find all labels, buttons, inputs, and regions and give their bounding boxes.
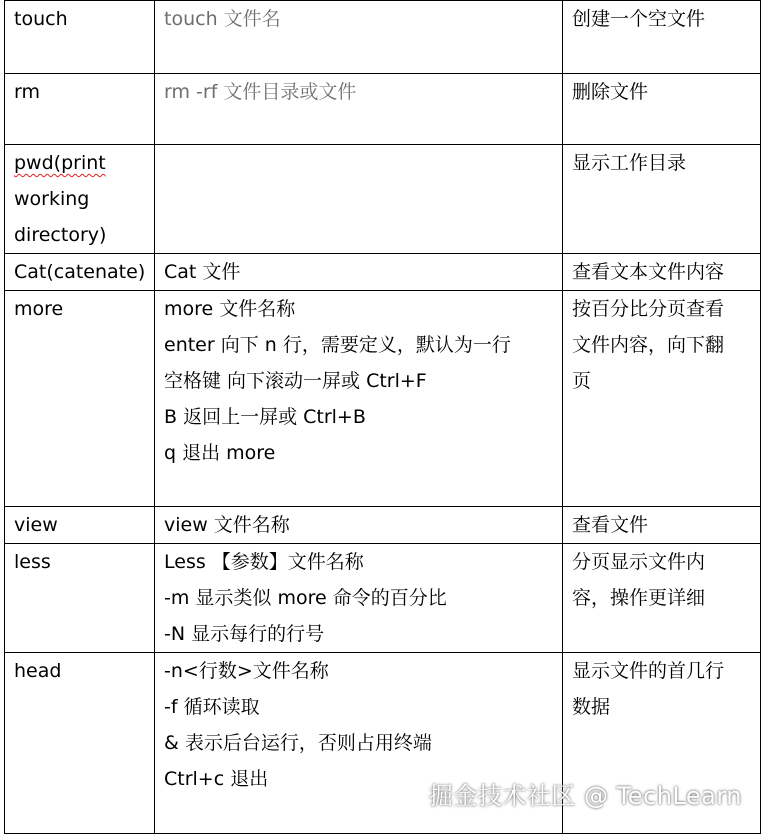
description-cell: 按百分比分页查看 文件内容，向下翻 页 (563, 291, 761, 507)
description-cell: 分页显示文件内 容，操作更详细 (563, 544, 761, 653)
command-cell: less (5, 544, 155, 653)
usage-cell: more 文件名称 enter 向下 n 行，需要定义，默认为一行 空格键 向下滚动一屏或 Ctrl+F B 返回上一屏或 Ctrl+B q 退出 more (155, 291, 563, 507)
description-cell: 创建一个空文件 (563, 1, 761, 74)
description-cell: 显示文件的首几行 数据 (563, 653, 761, 834)
command-cell: rm (5, 74, 155, 145)
table-row (5, 145, 761, 254)
table-row (5, 1, 761, 74)
table-row (5, 507, 761, 544)
description-cell: 删除文件 (563, 74, 761, 145)
watermark: 掘金技术社区 @ TechLearn (428, 782, 742, 810)
command-table (4, 0, 761, 834)
usage-cell: Less 【参数】文件名称 -m 显示类似 more 命令的百分比 -N 显示每行的行号 (155, 544, 563, 653)
table-row (5, 291, 761, 507)
description-cell: 查看文本文件内容 (563, 254, 761, 291)
usage-cell: rm -rf 文件目录或文件 (155, 74, 563, 145)
command-cell: touch (5, 1, 155, 74)
usage-cell: view 文件名称 (155, 507, 563, 544)
command-cell: Cat(catenate) (5, 254, 155, 291)
command-cell: view (5, 507, 155, 544)
description-cell: 查看文件 (563, 507, 761, 544)
usage-cell (155, 145, 563, 254)
description-cell: 显示工作目录 (563, 145, 761, 254)
table-row (5, 254, 761, 291)
table-row (5, 74, 761, 145)
command-cell: pwd(print working directory) (5, 145, 155, 254)
table-row (5, 544, 761, 653)
usage-cell: -n<行数>文件名称 -f 循环读取 & 表示后台运行，否则占用终端 Ctrl+c 退出 (155, 653, 563, 834)
usage-cell: Cat 文件 (155, 254, 563, 291)
command-cell: head (5, 653, 155, 834)
command-cell: more (5, 291, 155, 507)
usage-cell: touch 文件名 (155, 1, 563, 74)
